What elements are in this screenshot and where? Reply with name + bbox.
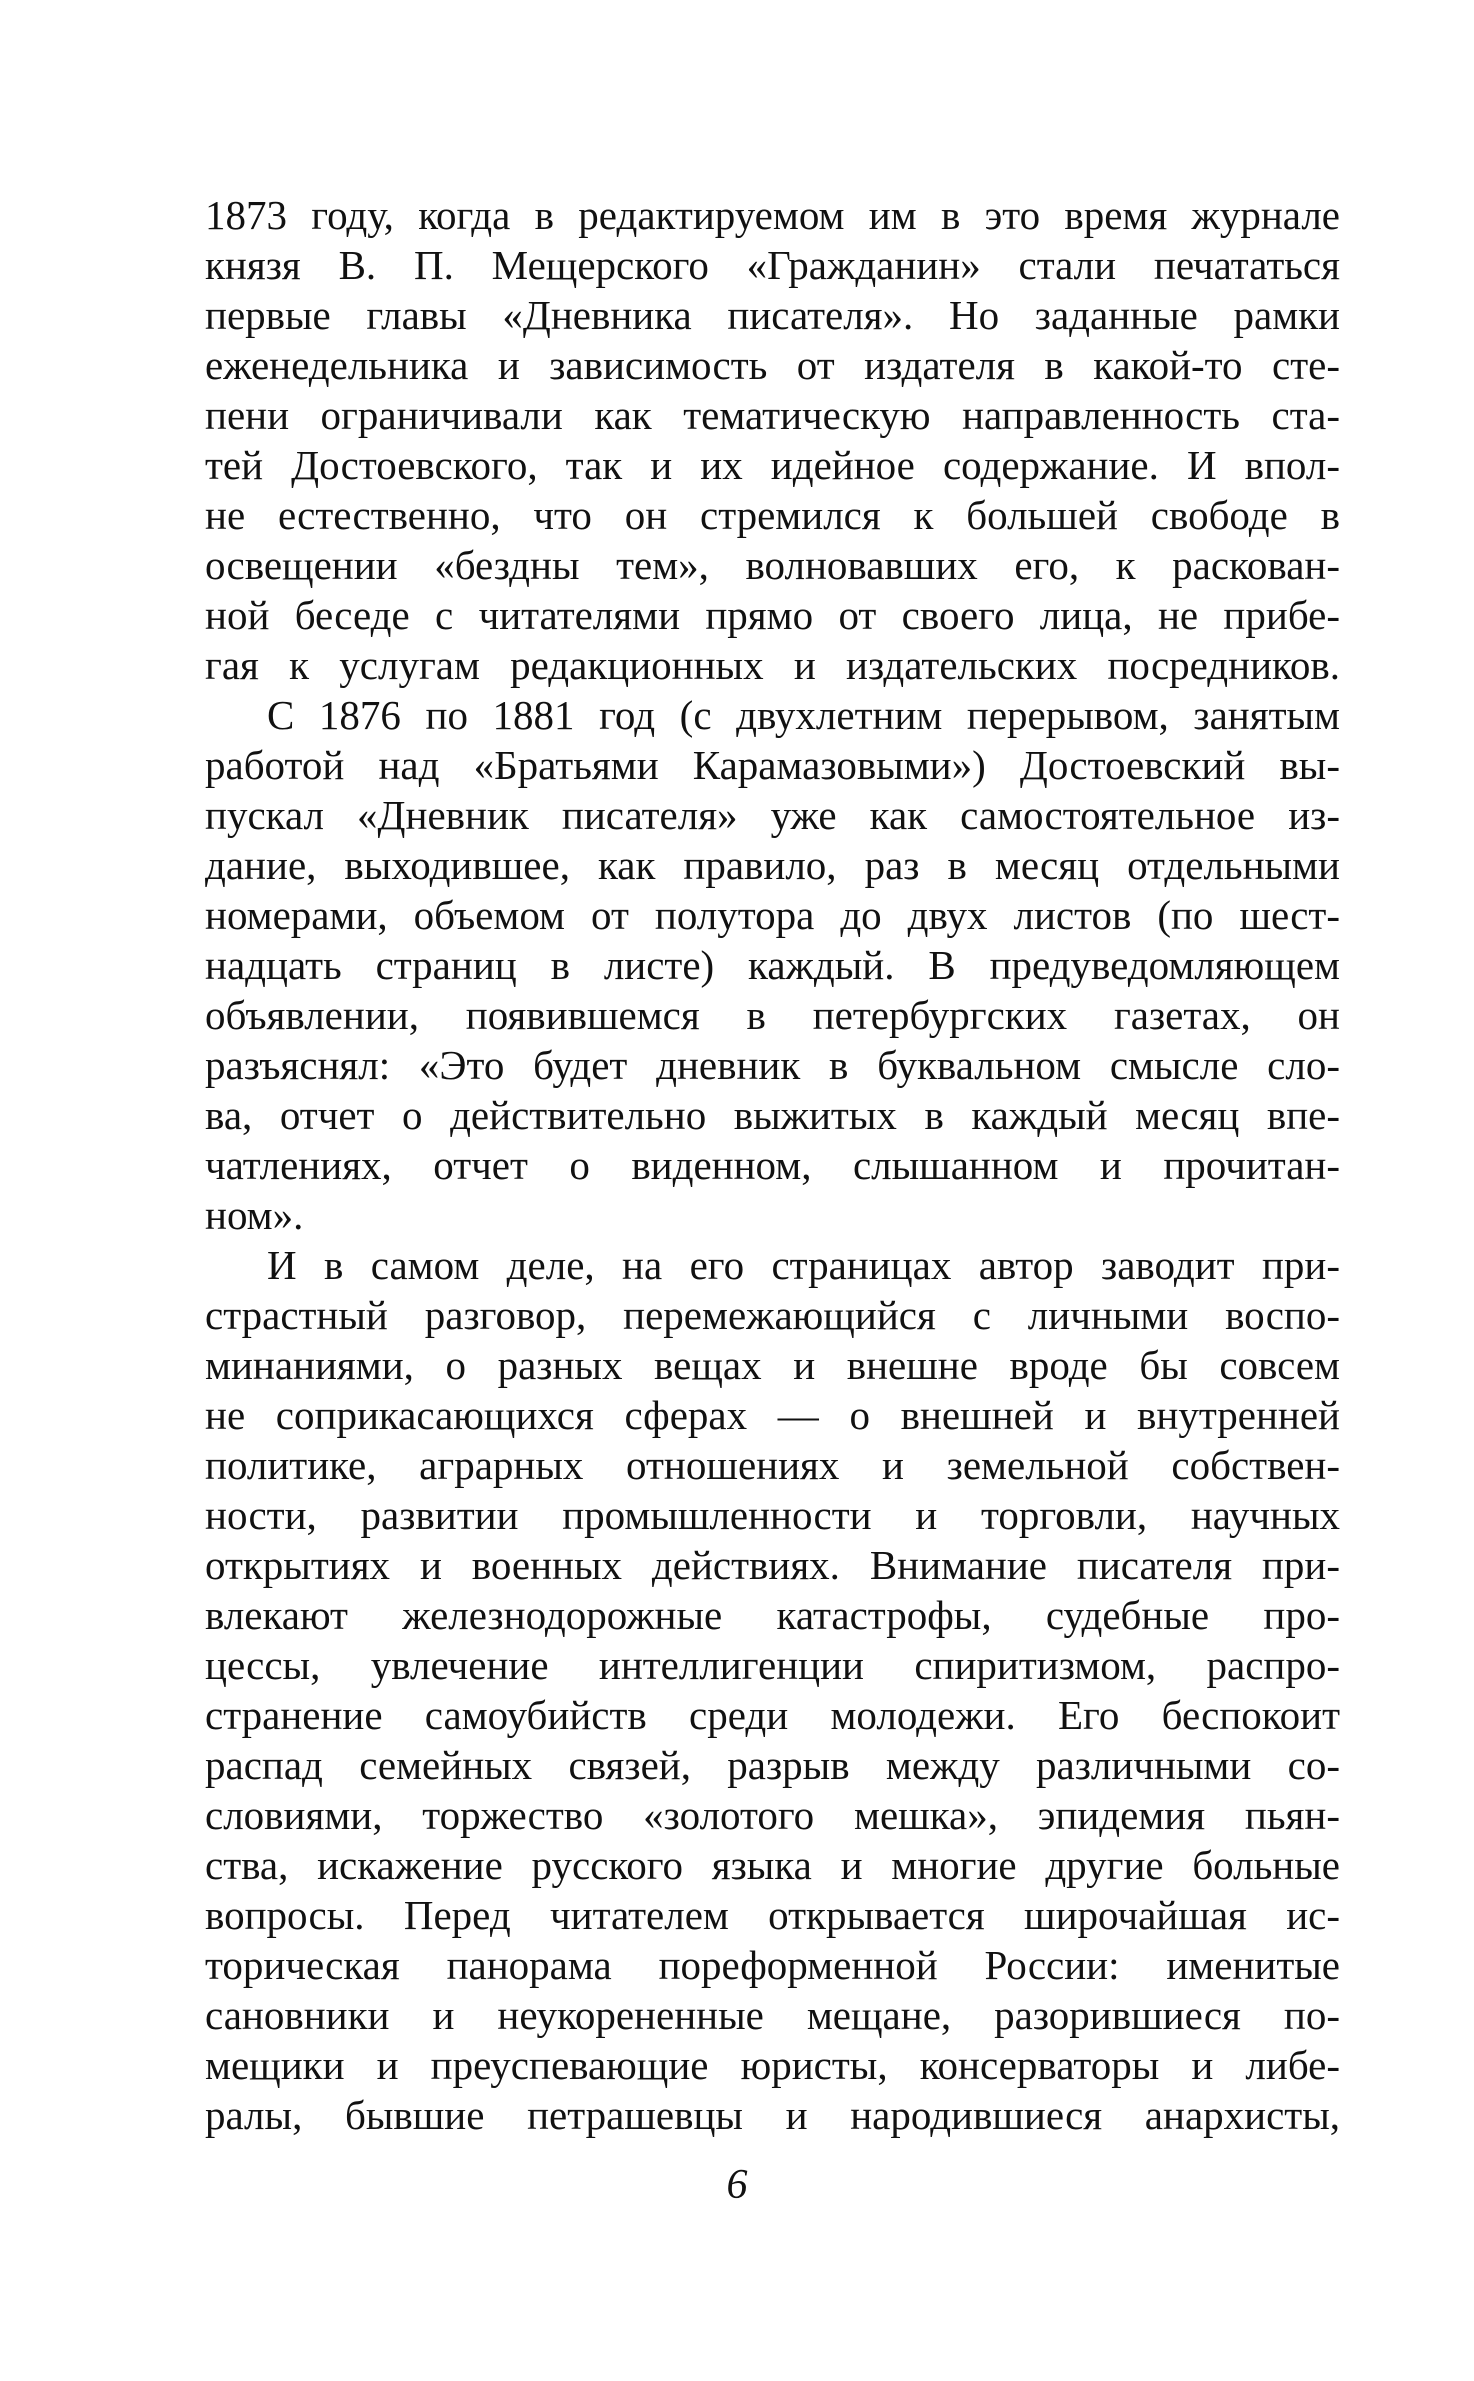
text-line: чатлениях, отчет о виденном, слышанном и прочитан- [205,1142,1340,1188]
text-line: минаниями, о разных вещах и внешне вроде бы совсем [205,1342,1340,1388]
text-line: ности, развитии промышленности и торговли, научных [205,1492,1340,1538]
text-line: ралы, бывшие петрашевцы и народившиеся анархисты, [205,2092,1340,2138]
text-line: сановники и неукорененные мещане, разорившиеся по- [205,1992,1340,2038]
text-line: разъяснял: «Это будет дневник в буквальном смысле сло- [205,1042,1340,1088]
text-line: вопросы. Перед читателем открывается широчайшая ис- [205,1892,1340,1938]
text-line: ва, отчет о действительно выжитых в каждый месяц впе- [205,1092,1340,1138]
text-line: распад семейных связей, разрыв между различными со- [205,1742,1340,1788]
text-line: не естественно, что он стремился к большей свободе в [205,492,1340,538]
text-line: политике, аграрных отношениях и земельной собствен- [205,1442,1340,1488]
text-line: открытиях и военных действиях. Внимание писателя при- [205,1542,1340,1588]
text-line: освещении «бездны тем», волновавших его, к раскован- [205,542,1340,588]
text-line: надцать страниц в листе) каждый. В предуведомляющем [205,942,1340,988]
text-line: тей Достоевского, так и их идейное содержание. И впол- [205,442,1340,488]
text-line: еженедельника и зависимость от издателя в какой-то сте- [205,342,1340,388]
paragraph-first-line: И в самом деле, на его страницах автор заводит при- [267,1242,1340,1288]
text-line: работой над «Братьями Карамазовыми») Достоевский вы- [205,742,1340,788]
text-line: цессы, увлечение интеллигенции спиритизмом, распро- [205,1642,1340,1688]
text-line: торическая панорама пореформенной России: именитые [205,1942,1340,1988]
text-line: не соприкасающихся сферах — о внешней и внутренней [205,1392,1340,1438]
text-line: ства, искажение русского языка и многие другие больные [205,1842,1340,1888]
text-line: дание, выходившее, как правило, раз в месяц отдельными [205,842,1340,888]
text-line: князя В. П. Мещерского «Гражданин» стали печататься [205,242,1340,288]
text-line: страстный разговор, перемежающийся с личными воспо- [205,1292,1340,1338]
text-line: мещики и преуспевающие юристы, консерваторы и либе- [205,2042,1340,2088]
text-line: влекают железнодорожные катастрофы, судебные про- [205,1592,1340,1638]
text-line: словиями, торжество «золотого мешка», эпидемия пьян- [205,1792,1340,1838]
text-line: странение самоубийств среди молодежи. Его беспокоит [205,1692,1340,1738]
page-number: 6 [726,2162,748,2208]
text-line: пускал «Дневник писателя» уже как самостоятельное из- [205,792,1340,838]
text-line: ной беседе с читателями прямо от своего лица, не прибе- [205,592,1340,638]
text-line: гая к услугам редакционных и издательских посредников. [205,642,1340,688]
text-line: первые главы «Дневника писателя». Но заданные рамки [205,292,1340,338]
text-line: пени ограничивали как тематическую направленность ста- [205,392,1340,438]
paragraph-last-line: ном». [205,1192,304,1238]
text-line: объявлении, появившемся в петербургских газетах, он [205,992,1340,1038]
paragraph-first-line: С 1876 по 1881 год (с двухлетним перерывом, занятым [267,692,1340,738]
text-line: 1873 году, когда в редактируемом им в это время журнале [205,192,1340,238]
text-line: номерами, объемом от полутора до двух листов (по шест- [205,892,1340,938]
